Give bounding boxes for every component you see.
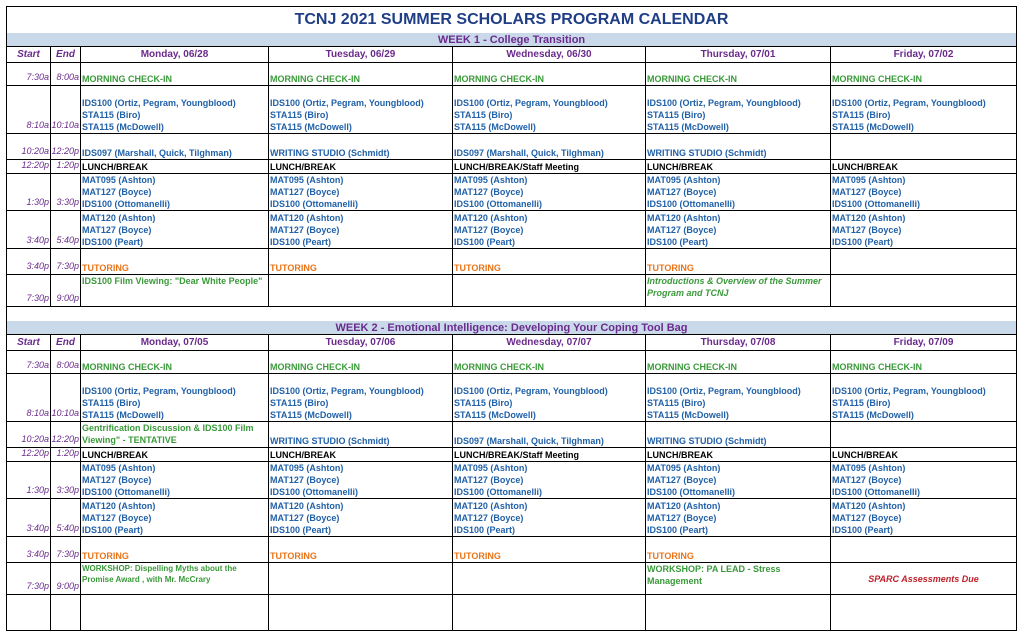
schedule-entry: MAT095 (Ashton) — [270, 463, 344, 473]
empty-cell — [269, 595, 453, 630]
end-column-header: End — [51, 47, 81, 63]
schedule-entry: MAT127 (Boyce) — [82, 187, 152, 197]
day-header: Tuesday, 07/06 — [269, 335, 453, 351]
schedule-cell — [831, 448, 1016, 462]
schedule-entry: IDS100 (Ottomanelli) — [832, 487, 921, 497]
schedule-cell — [831, 160, 1016, 174]
empty-cell — [51, 595, 81, 630]
schedule-cell — [646, 134, 831, 160]
schedule-entry: TUTORING — [270, 263, 317, 273]
schedule-entry: IDS100 (Ottomanelli) — [82, 199, 171, 209]
schedule-entry: STA115 (McDowell) — [647, 410, 729, 420]
schedule-entry: STA115 (McDowell) — [82, 122, 164, 132]
schedule-entry: IDS097 (Marshall, Quick, Tilghman) — [454, 436, 604, 446]
schedule-cell — [453, 211, 646, 249]
schedule-entry: MAT095 (Ashton) — [647, 175, 721, 185]
schedule-entry: MAT127 (Boyce) — [832, 475, 902, 485]
end-time: 8:00a — [51, 63, 81, 86]
schedule-cell — [269, 563, 453, 595]
schedule-entry: IDS100 (Ortiz, Pegram, Youngblood) — [832, 386, 986, 396]
schedule-entry: WORKSHOP: PA LEAD - Stress Management — [647, 564, 781, 586]
schedule-entry: IDS100 (Peart) — [82, 525, 144, 535]
start-time: 12:20p — [7, 448, 51, 462]
schedule-entry: STA115 (Biro) — [832, 398, 891, 408]
schedule-entry: LUNCH/BREAK — [270, 162, 336, 172]
schedule-cell — [831, 211, 1016, 249]
schedule-entry: TUTORING — [82, 551, 129, 561]
schedule-entry: IDS100 (Ottomanelli) — [270, 199, 359, 209]
week-title-band: WEEK 2 - Emotional Intelligence: Developing Your Coping Tool Bag — [7, 321, 1016, 335]
schedule-entry: IDS100 (Ortiz, Pegram, Youngblood) — [82, 386, 236, 396]
schedule-cell — [453, 86, 646, 134]
day-header: Wednesday, 06/30 — [453, 47, 646, 63]
schedule-entry: STA115 (Biro) — [647, 398, 706, 408]
schedule-cell — [81, 563, 269, 595]
schedule-cell — [81, 351, 269, 374]
schedule-entry: LUNCH/BREAK — [832, 162, 898, 172]
schedule-cell — [81, 249, 269, 275]
schedule-entry: TUTORING — [454, 551, 501, 561]
schedule-entry: MORNING CHECK-IN — [832, 362, 922, 372]
schedule-cell — [453, 249, 646, 275]
schedule-cell — [646, 448, 831, 462]
schedule-cell — [453, 63, 646, 86]
schedule-entry: STA115 (McDowell) — [454, 410, 536, 420]
schedule-cell — [269, 499, 453, 537]
schedule-entry: STA115 (Biro) — [647, 110, 706, 120]
start-time: 3:40p — [7, 211, 51, 249]
schedule-entry: LUNCH/BREAK — [647, 162, 713, 172]
end-time: 3:30p — [51, 462, 81, 499]
schedule-entry: STA115 (Biro) — [832, 110, 891, 120]
schedule-cell — [269, 374, 453, 422]
calendar-table — [6, 6, 1017, 631]
schedule-cell — [453, 448, 646, 462]
schedule-cell — [646, 249, 831, 275]
schedule-entry: IDS100 (Peart) — [647, 525, 709, 535]
day-header: Tuesday, 06/29 — [269, 47, 453, 63]
end-time: 5:40p — [51, 211, 81, 249]
schedule-entry: MAT127 (Boyce) — [270, 475, 340, 485]
schedule-entry: MAT127 (Boyce) — [454, 475, 524, 485]
schedule-entry: LUNCH/BREAK — [82, 162, 148, 172]
schedule-cell — [646, 422, 831, 448]
schedule-cell — [831, 563, 1016, 595]
schedule-entry: STA115 (Biro) — [270, 110, 329, 120]
schedule-entry: IDS100 (Ortiz, Pegram, Youngblood) — [454, 98, 608, 108]
day-header: Wednesday, 07/07 — [453, 335, 646, 351]
schedule-cell — [453, 462, 646, 499]
schedule-cell — [453, 563, 646, 595]
schedule-entry: WRITING STUDIO (Schmidt) — [270, 148, 390, 158]
end-time: 9:00p — [51, 563, 81, 595]
schedule-cell — [831, 174, 1016, 211]
schedule-entry: IDS100 (Peart) — [454, 525, 516, 535]
schedule-cell — [81, 462, 269, 499]
schedule-entry: MAT127 (Boyce) — [454, 513, 524, 523]
schedule-entry: MORNING CHECK-IN — [454, 362, 544, 372]
schedule-entry: IDS097 (Marshall, Quick, Tilghman) — [454, 148, 604, 158]
schedule-cell — [81, 275, 269, 307]
schedule-entry: MAT127 (Boyce) — [82, 475, 152, 485]
start-time: 8:10a — [7, 86, 51, 134]
empty-cell — [7, 595, 51, 630]
week-title-band: WEEK 1 - College Transition — [7, 33, 1016, 47]
schedule-entry: IDS100 (Ortiz, Pegram, Youngblood) — [270, 98, 424, 108]
schedule-entry: STA115 (McDowell) — [454, 122, 536, 132]
start-time: 10:20a — [7, 134, 51, 160]
schedule-entry: IDS100 (Peart) — [82, 237, 144, 247]
schedule-entry: MAT095 (Ashton) — [82, 175, 156, 185]
day-header: Thursday, 07/08 — [646, 335, 831, 351]
start-column-header: Start — [7, 47, 51, 63]
schedule-cell — [453, 537, 646, 563]
schedule-entry: STA115 (Biro) — [454, 398, 513, 408]
schedule-cell — [453, 275, 646, 307]
schedule-entry: IDS100 Film Viewing: "Dear White People" — [82, 276, 263, 286]
schedule-cell — [831, 63, 1016, 86]
schedule-cell — [453, 160, 646, 174]
schedule-entry: IDS097 (Marshall, Quick, Tilghman) — [82, 148, 232, 158]
schedule-entry: STA115 (Biro) — [454, 110, 513, 120]
schedule-entry: IDS100 (Ottomanelli) — [454, 199, 543, 209]
schedule-cell — [831, 374, 1016, 422]
end-time: 7:30p — [51, 249, 81, 275]
schedule-cell — [453, 134, 646, 160]
end-time: 5:40p — [51, 499, 81, 537]
schedule-cell — [453, 422, 646, 448]
schedule-entry: STA115 (McDowell) — [270, 410, 352, 420]
schedule-entry: IDS100 (Ottomanelli) — [647, 199, 736, 209]
schedule-entry: MORNING CHECK-IN — [647, 74, 737, 84]
schedule-entry: TUTORING — [270, 551, 317, 561]
start-time: 7:30a — [7, 351, 51, 374]
schedule-entry: TUTORING — [82, 263, 129, 273]
schedule-entry: MAT127 (Boyce) — [647, 225, 717, 235]
schedule-cell — [269, 134, 453, 160]
schedule-entry: MAT120 (Ashton) — [647, 213, 721, 223]
schedule-cell — [81, 422, 269, 448]
start-time: 1:30p — [7, 462, 51, 499]
schedule-entry: MAT127 (Boyce) — [647, 187, 717, 197]
schedule-entry: LUNCH/BREAK — [82, 450, 148, 460]
schedule-cell — [453, 499, 646, 537]
schedule-entry: MAT120 (Ashton) — [454, 501, 528, 511]
schedule-cell — [646, 499, 831, 537]
end-time: 1:20p — [51, 448, 81, 462]
schedule-entry: WORKSHOP: Dispelling Myths about the Promise Award , with Mr. McCrary — [82, 564, 237, 584]
schedule-cell — [269, 448, 453, 462]
end-time: 12:20p — [51, 422, 81, 448]
schedule-cell — [269, 422, 453, 448]
start-time: 12:20p — [7, 160, 51, 174]
schedule-entry: MAT095 (Ashton) — [647, 463, 721, 473]
schedule-entry: LUNCH/BREAK — [647, 450, 713, 460]
schedule-entry: IDS100 (Peart) — [270, 525, 332, 535]
schedule-entry: IDS100 (Ortiz, Pegram, Youngblood) — [647, 98, 801, 108]
schedule-entry: STA115 (McDowell) — [270, 122, 352, 132]
schedule-entry: STA115 (McDowell) — [832, 122, 914, 132]
empty-cell — [831, 595, 1016, 630]
schedule-cell — [453, 374, 646, 422]
day-header: Monday, 07/05 — [81, 335, 269, 351]
schedule-cell — [831, 351, 1016, 374]
schedule-entry: STA115 (Biro) — [82, 398, 141, 408]
start-time: 1:30p — [7, 174, 51, 211]
schedule-entry: MAT127 (Boyce) — [832, 513, 902, 523]
schedule-entry: MAT095 (Ashton) — [270, 175, 344, 185]
schedule-cell — [269, 537, 453, 563]
schedule-entry: MORNING CHECK-IN — [82, 74, 172, 84]
schedule-entry: LUNCH/BREAK/Staff Meeting — [454, 162, 579, 172]
schedule-cell — [646, 563, 831, 595]
schedule-entry: IDS100 (Peart) — [832, 237, 894, 247]
schedule-entry: MAT120 (Ashton) — [270, 213, 344, 223]
schedule-cell — [646, 174, 831, 211]
start-time: 7:30p — [7, 563, 51, 595]
day-header: Friday, 07/02 — [831, 47, 1016, 63]
schedule-entry: MAT120 (Ashton) — [832, 213, 906, 223]
schedule-entry: MAT127 (Boyce) — [454, 225, 524, 235]
schedule-cell — [646, 537, 831, 563]
schedule-entry: MORNING CHECK-IN — [454, 74, 544, 84]
schedule-entry: LUNCH/BREAK — [832, 450, 898, 460]
schedule-cell — [646, 374, 831, 422]
schedule-cell — [81, 374, 269, 422]
schedule-entry: MAT095 (Ashton) — [82, 463, 156, 473]
schedule-entry: MAT095 (Ashton) — [454, 175, 528, 185]
schedule-entry: MAT095 (Ashton) — [454, 463, 528, 473]
schedule-cell — [646, 211, 831, 249]
end-time: 7:30p — [51, 537, 81, 563]
schedule-entry: STA115 (Biro) — [82, 110, 141, 120]
schedule-entry: IDS100 (Ortiz, Pegram, Youngblood) — [82, 98, 236, 108]
schedule-cell — [269, 462, 453, 499]
schedule-entry: MAT127 (Boyce) — [647, 475, 717, 485]
schedule-entry: MAT120 (Ashton) — [270, 501, 344, 511]
schedule-entry: IDS100 (Ottomanelli) — [832, 199, 921, 209]
schedule-cell — [81, 174, 269, 211]
start-time: 3:40p — [7, 499, 51, 537]
schedule-cell — [269, 174, 453, 211]
schedule-cell — [453, 351, 646, 374]
schedule-entry: MAT120 (Ashton) — [454, 213, 528, 223]
schedule-cell — [453, 174, 646, 211]
schedule-entry: MAT127 (Boyce) — [832, 225, 902, 235]
start-time: 10:20a — [7, 422, 51, 448]
schedule-cell — [831, 537, 1016, 563]
schedule-cell — [646, 351, 831, 374]
schedule-entry: MAT127 (Boyce) — [832, 187, 902, 197]
end-column-header: End — [51, 335, 81, 351]
schedule-entry: MAT127 (Boyce) — [270, 513, 340, 523]
schedule-cell — [831, 462, 1016, 499]
schedule-entry: MORNING CHECK-IN — [832, 74, 922, 84]
schedule-cell — [81, 211, 269, 249]
schedule-entry: MAT127 (Boyce) — [270, 225, 340, 235]
end-time: 10:10a — [51, 86, 81, 134]
start-time: 8:10a — [7, 374, 51, 422]
schedule-entry: MORNING CHECK-IN — [270, 74, 360, 84]
schedule-cell — [646, 462, 831, 499]
schedule-cell — [269, 63, 453, 86]
schedule-entry: MAT120 (Ashton) — [832, 501, 906, 511]
schedule-entry: STA115 (McDowell) — [832, 410, 914, 420]
schedule-entry: MORNING CHECK-IN — [82, 362, 172, 372]
schedule-cell — [269, 86, 453, 134]
schedule-entry: MAT127 (Boyce) — [270, 187, 340, 197]
schedule-entry: WRITING STUDIO (Schmidt) — [647, 148, 767, 158]
schedule-cell — [81, 499, 269, 537]
schedule-entry: MORNING CHECK-IN — [270, 362, 360, 372]
schedule-entry: Gentrification Discussion & IDS100 Film Viewing" - TENTATIVE — [82, 423, 254, 445]
calendar-title: TCNJ 2021 SUMMER SCHOLARS PROGRAM CALENDAR — [7, 7, 1016, 34]
end-time: 10:10a — [51, 374, 81, 422]
schedule-entry: IDS100 (Peart) — [454, 237, 516, 247]
schedule-entry: SPARC Assessments Due — [868, 573, 979, 584]
schedule-entry: MAT127 (Boyce) — [82, 225, 152, 235]
schedule-cell — [269, 275, 453, 307]
schedule-cell — [81, 537, 269, 563]
schedule-entry: STA115 (McDowell) — [647, 122, 729, 132]
schedule-entry: WRITING STUDIO (Schmidt) — [647, 436, 767, 446]
schedule-cell — [269, 351, 453, 374]
schedule-entry: TUTORING — [647, 551, 694, 561]
schedule-cell — [81, 63, 269, 86]
schedule-entry: MAT095 (Ashton) — [832, 463, 906, 473]
schedule-cell — [646, 86, 831, 134]
schedule-entry: LUNCH/BREAK — [270, 450, 336, 460]
empty-cell — [453, 595, 646, 630]
start-time: 3:40p — [7, 249, 51, 275]
schedule-entry: IDS100 (Ottomanelli) — [647, 487, 736, 497]
schedule-entry: IDS100 (Peart) — [270, 237, 332, 247]
empty-cell — [646, 595, 831, 630]
schedule-cell — [646, 275, 831, 307]
schedule-cell — [646, 63, 831, 86]
start-time: 7:30p — [7, 275, 51, 307]
schedule-entry: Introductions & Overview of the Summer Program and TCNJ — [647, 276, 822, 298]
schedule-cell — [831, 249, 1016, 275]
schedule-entry: IDS100 (Ottomanelli) — [454, 487, 543, 497]
day-header: Friday, 07/09 — [831, 335, 1016, 351]
day-header: Thursday, 07/01 — [646, 47, 831, 63]
end-time: 3:30p — [51, 174, 81, 211]
schedule-entry: IDS100 (Ortiz, Pegram, Youngblood) — [270, 386, 424, 396]
schedule-entry: IDS100 (Ottomanelli) — [82, 487, 171, 497]
start-time: 3:40p — [7, 537, 51, 563]
schedule-cell — [831, 134, 1016, 160]
end-time: 9:00p — [51, 275, 81, 307]
schedule-cell — [269, 211, 453, 249]
schedule-entry: IDS100 (Peart) — [647, 237, 709, 247]
schedule-entry: STA115 (McDowell) — [82, 410, 164, 420]
schedule-entry: MAT120 (Ashton) — [82, 501, 156, 511]
schedule-entry: MORNING CHECK-IN — [647, 362, 737, 372]
schedule-cell — [269, 160, 453, 174]
schedule-cell — [831, 86, 1016, 134]
end-time: 8:00a — [51, 351, 81, 374]
schedule-cell — [831, 499, 1016, 537]
schedule-entry: MAT120 (Ashton) — [82, 213, 156, 223]
schedule-entry: TUTORING — [647, 263, 694, 273]
schedule-cell — [831, 275, 1016, 307]
schedule-entry: STA115 (Biro) — [270, 398, 329, 408]
schedule-entry: MAT127 (Boyce) — [454, 187, 524, 197]
schedule-entry: MAT095 (Ashton) — [832, 175, 906, 185]
schedule-entry: MAT120 (Ashton) — [647, 501, 721, 511]
schedule-entry: IDS100 (Ortiz, Pegram, Youngblood) — [454, 386, 608, 396]
schedule-entry: LUNCH/BREAK/Staff Meeting — [454, 450, 579, 460]
schedule-entry: IDS100 (Ortiz, Pegram, Youngblood) — [832, 98, 986, 108]
schedule-cell — [269, 249, 453, 275]
end-time: 1:20p — [51, 160, 81, 174]
schedule-cell — [646, 160, 831, 174]
schedule-entry: IDS100 (Ottomanelli) — [270, 487, 359, 497]
schedule-cell — [81, 448, 269, 462]
schedule-entry: MAT127 (Boyce) — [82, 513, 152, 523]
schedule-cell — [81, 86, 269, 134]
schedule-cell — [831, 422, 1016, 448]
empty-cell — [81, 595, 269, 630]
schedule-entry: IDS100 (Ortiz, Pegram, Youngblood) — [647, 386, 801, 396]
start-column-header: Start — [7, 335, 51, 351]
schedule-entry: IDS100 (Peart) — [832, 525, 894, 535]
end-time: 12:20p — [51, 134, 81, 160]
schedule-entry: MAT127 (Boyce) — [647, 513, 717, 523]
schedule-cell — [81, 160, 269, 174]
schedule-cell — [81, 134, 269, 160]
start-time: 7:30a — [7, 63, 51, 86]
schedule-entry: TUTORING — [454, 263, 501, 273]
day-header: Monday, 06/28 — [81, 47, 269, 63]
schedule-entry: WRITING STUDIO (Schmidt) — [270, 436, 390, 446]
